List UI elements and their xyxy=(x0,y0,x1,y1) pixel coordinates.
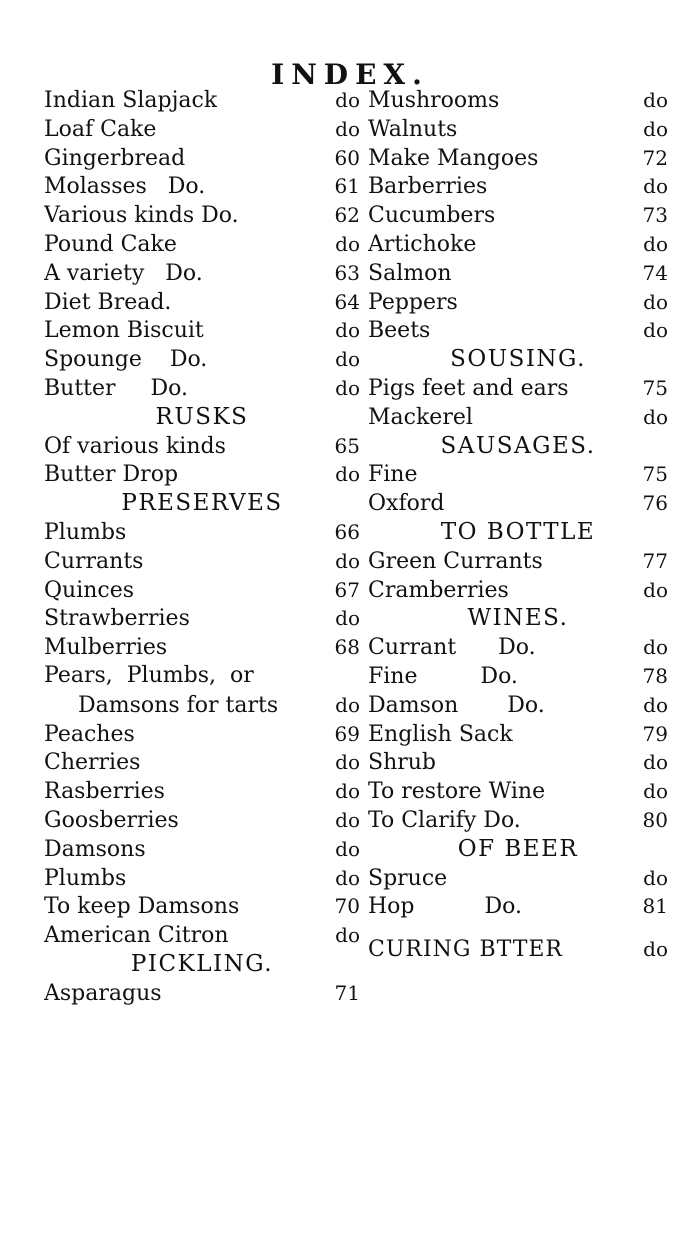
entry-page: do xyxy=(643,231,668,256)
entry-page: do xyxy=(335,779,360,804)
index-entry xyxy=(368,230,668,259)
entry-name: American Citron xyxy=(44,923,229,949)
entry-page: 80 xyxy=(642,807,668,832)
entry-page: 77 xyxy=(642,548,668,573)
index-entry xyxy=(368,633,668,662)
entry-name: Plumbs xyxy=(44,519,127,545)
entry-name: Butter Drop xyxy=(44,462,179,488)
entry-page: do xyxy=(335,347,360,372)
entry-name: A variety Do. xyxy=(44,260,203,286)
index-entry xyxy=(368,288,668,317)
entry-page: do xyxy=(643,174,668,199)
index-entry xyxy=(368,460,668,489)
index-entry xyxy=(368,662,668,691)
index-entry xyxy=(44,748,360,777)
index-entry xyxy=(44,835,360,864)
index-entry xyxy=(44,777,360,806)
section-heading: TO BOTTLE xyxy=(440,518,596,545)
entry-page: do xyxy=(643,865,668,890)
entry-page: do xyxy=(335,865,360,890)
section-heading: PRESERVES xyxy=(121,490,283,517)
index-entry xyxy=(368,172,668,201)
index-entry xyxy=(368,576,668,605)
index-entry xyxy=(368,374,668,403)
entry-name: Cucumbers xyxy=(368,203,496,229)
entry-page: 64 xyxy=(334,289,360,314)
index-entry xyxy=(44,345,360,374)
index-entry xyxy=(44,518,360,547)
index-entry xyxy=(44,460,360,489)
entry-name: Strawberries xyxy=(44,606,190,632)
entry-page: 74 xyxy=(642,260,668,285)
entry-page: do xyxy=(335,318,360,343)
section-heading: SOUSING. xyxy=(450,346,586,373)
entry-page: 72 xyxy=(642,145,668,170)
index-entry xyxy=(368,403,668,432)
spacer xyxy=(368,921,668,935)
entry-name: Peppers xyxy=(368,289,458,315)
entry-page: 75 xyxy=(642,375,668,400)
entry-page: 65 xyxy=(334,433,360,458)
entry-name: Mulberries xyxy=(44,635,168,661)
entry-name: Plumbs xyxy=(44,865,127,891)
entry-page: do xyxy=(335,836,360,861)
entry-name: Gingerbread xyxy=(44,145,186,171)
index-entry xyxy=(44,144,360,173)
entry-name: To restore Wine xyxy=(368,779,546,805)
entry-name: Walnuts xyxy=(368,116,458,142)
index-entry xyxy=(368,864,668,893)
entry-name: Shrub xyxy=(368,750,437,776)
entry-name: Make Mangoes xyxy=(368,145,539,171)
entry-name: Mackerel xyxy=(368,404,473,430)
entry-page: do xyxy=(643,289,668,314)
entry-name: Of various kinds xyxy=(44,433,226,459)
entry-name: Pigs feet and ears xyxy=(368,375,569,401)
entry-page: 63 xyxy=(334,260,360,285)
index-entry xyxy=(44,316,360,345)
entry-name: Rasberries xyxy=(44,779,165,805)
entry-page: 73 xyxy=(642,203,668,228)
section-heading: OF BEER xyxy=(457,835,579,862)
index-entry xyxy=(368,806,668,835)
entry-name: Fine Do. xyxy=(368,663,518,689)
index-entry xyxy=(44,892,360,921)
index-entry xyxy=(44,230,360,259)
entry-page: 62 xyxy=(334,203,360,228)
entry-page: 70 xyxy=(334,894,360,919)
entry-page: 69 xyxy=(334,721,360,746)
index-entry xyxy=(368,489,668,518)
index-entry xyxy=(44,172,360,201)
index-entry xyxy=(368,86,668,115)
entry-page: 76 xyxy=(642,491,668,516)
entry-name: Peaches xyxy=(44,721,135,747)
entry-page: do xyxy=(335,606,360,631)
entry-name: English Sack xyxy=(368,721,513,747)
entry-page: do xyxy=(643,779,668,804)
index-entry xyxy=(368,777,668,806)
section-heading: SAUSAGES. xyxy=(440,432,596,459)
index-entry xyxy=(368,748,668,777)
entry-name: Green Currants xyxy=(368,548,543,574)
entry-page: 71 xyxy=(334,980,360,1005)
entry-name: Artichoke xyxy=(368,231,477,257)
index-entry xyxy=(44,633,360,662)
entry-name: Damson Do. xyxy=(368,692,545,718)
index-entry xyxy=(44,86,360,115)
entry-name: Oxford xyxy=(368,491,445,517)
section-heading: RUSKS xyxy=(155,403,249,430)
entry-page: do xyxy=(335,231,360,256)
index-entry xyxy=(44,691,360,720)
entry-name: Cherries xyxy=(44,750,141,776)
entry-page: 68 xyxy=(334,635,360,660)
index-entry xyxy=(44,604,360,633)
entry-page: do xyxy=(335,750,360,775)
entry-page: 60 xyxy=(334,145,360,170)
entry-page: do xyxy=(335,116,360,141)
entry-name: Cramberries xyxy=(368,577,509,603)
entry-page: do xyxy=(335,692,360,717)
index-entry xyxy=(44,576,360,605)
entry-name: Currant Do. xyxy=(368,635,536,661)
index-entry xyxy=(368,547,668,576)
entry-page: do xyxy=(643,318,668,343)
entry-page: do xyxy=(335,923,360,948)
entry-name: Damsons for tarts xyxy=(78,692,279,718)
entry-page: 61 xyxy=(334,174,360,199)
entry-name: Currants xyxy=(44,548,144,574)
page-title: INDEX. xyxy=(271,58,429,91)
entry-name: Loaf Cake xyxy=(44,116,157,142)
entry-name: To Clarify Do. xyxy=(368,807,521,833)
index-entry xyxy=(44,720,360,749)
index-entry xyxy=(44,259,360,288)
index-left-column xyxy=(44,86,360,1008)
entry-page: do xyxy=(335,88,360,112)
entry-page: 66 xyxy=(334,519,360,544)
index-entry xyxy=(44,864,360,893)
entry-page: do xyxy=(643,116,668,141)
entry-name: Pound Cake xyxy=(44,231,177,257)
index-entry xyxy=(368,720,668,749)
entry-name: Spruce xyxy=(368,865,448,891)
index-entry xyxy=(44,979,360,1008)
entry-name: Spounge Do. xyxy=(44,347,208,373)
entry-page: do xyxy=(643,404,668,429)
index-entry xyxy=(44,662,360,691)
entry-name: Barberries xyxy=(368,174,488,200)
index-entry xyxy=(368,115,668,144)
entry-name: Diet Bread. xyxy=(44,289,172,315)
entry-name: Molasses Do. xyxy=(44,174,206,200)
index-entry xyxy=(44,806,360,835)
entry-name: Asparagus xyxy=(44,980,162,1006)
entry-page: do xyxy=(643,88,668,112)
entry-page: do xyxy=(335,462,360,487)
entry-name: Beets xyxy=(368,318,431,344)
entry-name: Quinces xyxy=(44,577,135,603)
index-entry xyxy=(44,115,360,144)
entry-name: Various kinds Do. xyxy=(44,203,239,229)
entry-page: 79 xyxy=(642,721,668,746)
entry-page: do xyxy=(643,635,668,660)
entry-page: 67 xyxy=(334,577,360,602)
entry-page: do xyxy=(643,692,668,717)
entry-page: do xyxy=(643,750,668,775)
entry-name: Indian Slapjack xyxy=(44,88,218,113)
entry-name: Fine xyxy=(368,462,418,488)
entry-name: CURING BTTER xyxy=(368,937,563,963)
entry-page: 78 xyxy=(642,663,668,688)
entry-name: Pears, Plumbs, or xyxy=(44,662,254,688)
index-entry xyxy=(44,374,360,403)
entry-name: Butter Do. xyxy=(44,375,189,401)
entry-page: 75 xyxy=(642,462,668,487)
index-entry xyxy=(44,921,360,950)
entry-name: To keep Damsons xyxy=(44,894,240,920)
index-entry xyxy=(368,259,668,288)
entry-name: Lemon Biscuit xyxy=(44,318,204,344)
entry-name: Salmon xyxy=(368,260,452,286)
entry-page: do xyxy=(335,548,360,573)
section-heading: WINES. xyxy=(467,605,569,632)
entry-name: Goosberries xyxy=(44,807,179,833)
index-entry xyxy=(44,547,360,576)
index-entry xyxy=(44,201,360,230)
entry-page: do xyxy=(643,937,668,962)
index-entry xyxy=(368,316,668,345)
entry-name: Mushrooms xyxy=(368,88,500,113)
entry-page: do xyxy=(335,375,360,400)
entry-page: do xyxy=(335,807,360,832)
entry-page: 81 xyxy=(642,894,668,919)
index-entry xyxy=(368,892,668,921)
entry-name: Hop Do. xyxy=(368,894,522,920)
entry-name: Damsons xyxy=(44,836,146,862)
index-entry xyxy=(368,201,668,230)
index-right-column xyxy=(368,86,668,964)
index-entry xyxy=(368,144,668,173)
entry-page: do xyxy=(643,577,668,602)
section-heading: PICKLING. xyxy=(130,950,274,977)
index-entry xyxy=(368,935,668,964)
index-entry xyxy=(44,432,360,461)
index-entry xyxy=(44,288,360,317)
index-entry xyxy=(368,691,668,720)
